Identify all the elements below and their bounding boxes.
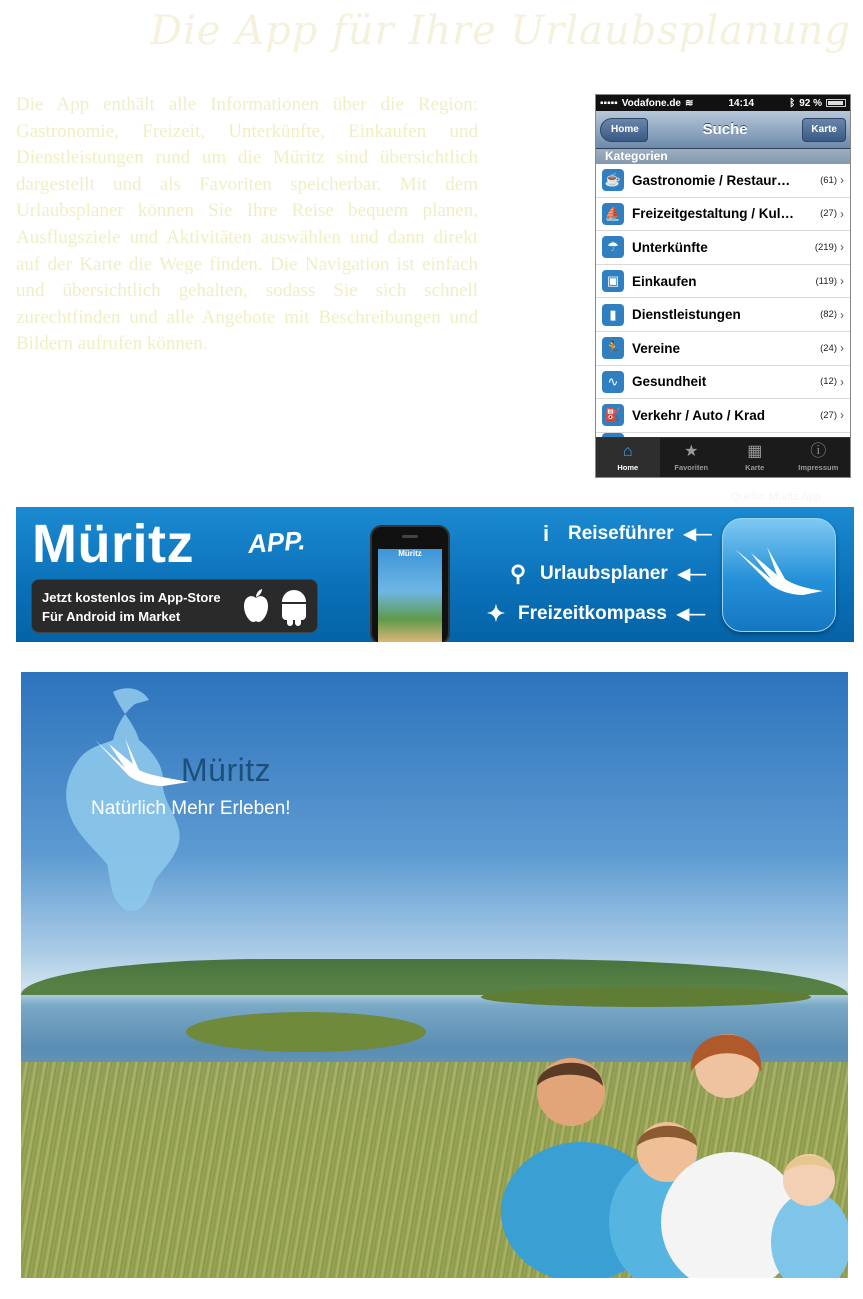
bluetooth-icon: ᛒ xyxy=(789,97,796,109)
app-screenshot xyxy=(595,94,851,478)
phone-screen-label: Müritz xyxy=(398,549,422,558)
category-count: (61) xyxy=(820,174,837,186)
compass-icon: ✦ xyxy=(486,601,506,626)
feature-label: Freizeitkompass xyxy=(518,603,667,624)
category-list xyxy=(596,164,850,433)
clock: 14:14 xyxy=(728,97,755,109)
info-icon: ⓘ xyxy=(810,443,827,460)
chevron-right-icon: › xyxy=(840,173,844,188)
chevron-right-icon: › xyxy=(840,240,844,255)
phone-illustration xyxy=(370,525,450,642)
chevron-right-icon: › xyxy=(840,408,844,423)
star-icon: ★ xyxy=(684,443,699,460)
category-count: (219) xyxy=(814,241,837,253)
leisure-icon: ⛵ xyxy=(602,203,624,225)
category-row-dienstleistungen[interactable] xyxy=(596,298,850,332)
banner-brand: Müritz xyxy=(32,514,194,574)
status-bar xyxy=(596,95,850,111)
tab-label: Impressum xyxy=(798,463,839,472)
category-count: (27) xyxy=(820,208,837,220)
runner-icon: 🏃 xyxy=(602,337,624,359)
intro-paragraph: Die App enthält alle Informationen über die Region: Gastronomie, Freizeit, Unterkünfte, Einkaufen und Dienstleistungen rund um die Müritz sind übersichtlich dargestellt und als Favoriten speicherbar. Mit dem Urlaubsplaner können Sie Ihre Reise bequem planen, Ausflugsziele und Aktivitäten auswählen und dann direkt auf der Karte die Wege finden. Die Navigation ist einfach und übersichtlich gehalten, sodass Sie sich schnell zurechtfinden und alle Angebote mit Beschreibungen und Bildern aufrufen können. xyxy=(16,94,478,355)
category-count: (24) xyxy=(820,342,837,354)
chevron-right-icon: › xyxy=(840,206,844,221)
feature-reisefuehrer xyxy=(534,521,712,547)
tab-karte[interactable] xyxy=(723,438,787,477)
heartbeat-icon: ∿ xyxy=(602,371,624,393)
tab-home[interactable] xyxy=(596,438,660,477)
poster-slogan: Natürlich Mehr Erleben! xyxy=(91,798,291,819)
feature-label: Reiseführer xyxy=(568,523,674,544)
tab-label: Favoriten xyxy=(674,463,709,472)
category-label: Gastronomie / Restaur… xyxy=(632,172,791,188)
arrow-left-icon: ◀— xyxy=(676,606,706,623)
category-row-gastronomie[interactable] xyxy=(596,164,850,198)
android-icon xyxy=(279,588,309,626)
arrow-left-icon: ◀— xyxy=(683,526,712,543)
family-photo xyxy=(491,1002,848,1278)
home-back-button[interactable]: Home xyxy=(600,118,648,142)
map-icon: ▦ xyxy=(747,443,763,460)
stork-icon xyxy=(731,535,829,615)
app-banner[interactable] xyxy=(16,507,854,642)
category-count: (12) xyxy=(820,376,837,388)
battery-icon xyxy=(826,99,846,107)
apple-icon xyxy=(241,588,271,624)
category-label: Unterkünfte xyxy=(632,239,708,255)
arrow-left-icon: ◀— xyxy=(677,566,707,583)
category-label: Vereine xyxy=(632,340,681,356)
reed-island xyxy=(186,1012,426,1052)
poster-brand: Müritz xyxy=(181,752,272,788)
feature-urlaubsplaner xyxy=(506,561,706,587)
tab-label: Home xyxy=(617,463,639,472)
page-title: Die App für Ihre Urlaubsplanung xyxy=(150,8,852,54)
umbrella-icon: ☂ xyxy=(602,236,624,258)
category-row-vereine[interactable] xyxy=(596,332,850,366)
store-badge[interactable] xyxy=(31,579,318,633)
feature-freizeitkompass xyxy=(484,601,705,627)
category-count: (82) xyxy=(820,309,837,321)
category-label: Freizeitgestaltung / Kul… xyxy=(632,206,795,222)
chevron-right-icon: › xyxy=(840,307,844,322)
category-row-verkehr[interactable] xyxy=(596,399,850,433)
nav-bar xyxy=(596,111,850,149)
tab-impressum[interactable] xyxy=(787,438,851,477)
battery-percent: 92 % xyxy=(799,97,822,109)
category-row-unterkuenfte[interactable] xyxy=(596,231,850,265)
app-icon xyxy=(722,518,836,632)
store-line-2: Für Android im Market xyxy=(42,609,181,624)
paint-roller-icon: ▮ xyxy=(602,304,624,326)
category-count: (119) xyxy=(815,275,837,287)
nav-title: Suche xyxy=(702,121,748,138)
category-row-gesundheit[interactable] xyxy=(596,366,850,400)
feature-label: Urlaubsplaner xyxy=(540,563,668,584)
image-credit: Quelle: Müritz App xyxy=(731,491,821,503)
magnifier-icon: ⚲ xyxy=(509,561,527,586)
tourism-poster xyxy=(21,672,848,1278)
signal-icon: ▪▪▪▪▪ xyxy=(600,97,618,109)
category-label: Einkaufen xyxy=(632,273,697,289)
info-icon: i xyxy=(542,521,550,546)
home-icon: ⌂ xyxy=(622,443,633,460)
category-label: Gesundheit xyxy=(632,374,707,390)
tab-bar xyxy=(596,437,850,477)
category-row-freizeit[interactable] xyxy=(596,198,850,232)
category-label: Dienstleistungen xyxy=(632,307,741,323)
category-label: Verkehr / Auto / Krad xyxy=(632,407,766,423)
category-count: (27) xyxy=(820,409,837,421)
section-header: Kategorien xyxy=(596,149,850,164)
chevron-right-icon: › xyxy=(840,341,844,356)
fuel-icon: ⛽ xyxy=(602,404,624,426)
wifi-icon: ≋ xyxy=(685,97,694,109)
shopping-bag-icon: ▣ xyxy=(602,270,624,292)
chevron-right-icon: › xyxy=(840,374,844,389)
banner-app-label: APP. xyxy=(246,525,307,559)
tab-favoriten[interactable] xyxy=(660,438,724,477)
tab-label: Karte xyxy=(745,463,765,472)
map-button[interactable]: Karte xyxy=(802,118,846,142)
cup-icon: ☕ xyxy=(602,169,624,191)
store-line-1: Jetzt kostenlos im App-Store xyxy=(42,590,221,605)
category-row-einkaufen[interactable] xyxy=(596,265,850,299)
chevron-right-icon: › xyxy=(840,274,844,289)
carrier-label: Vodafone.de xyxy=(621,97,681,109)
